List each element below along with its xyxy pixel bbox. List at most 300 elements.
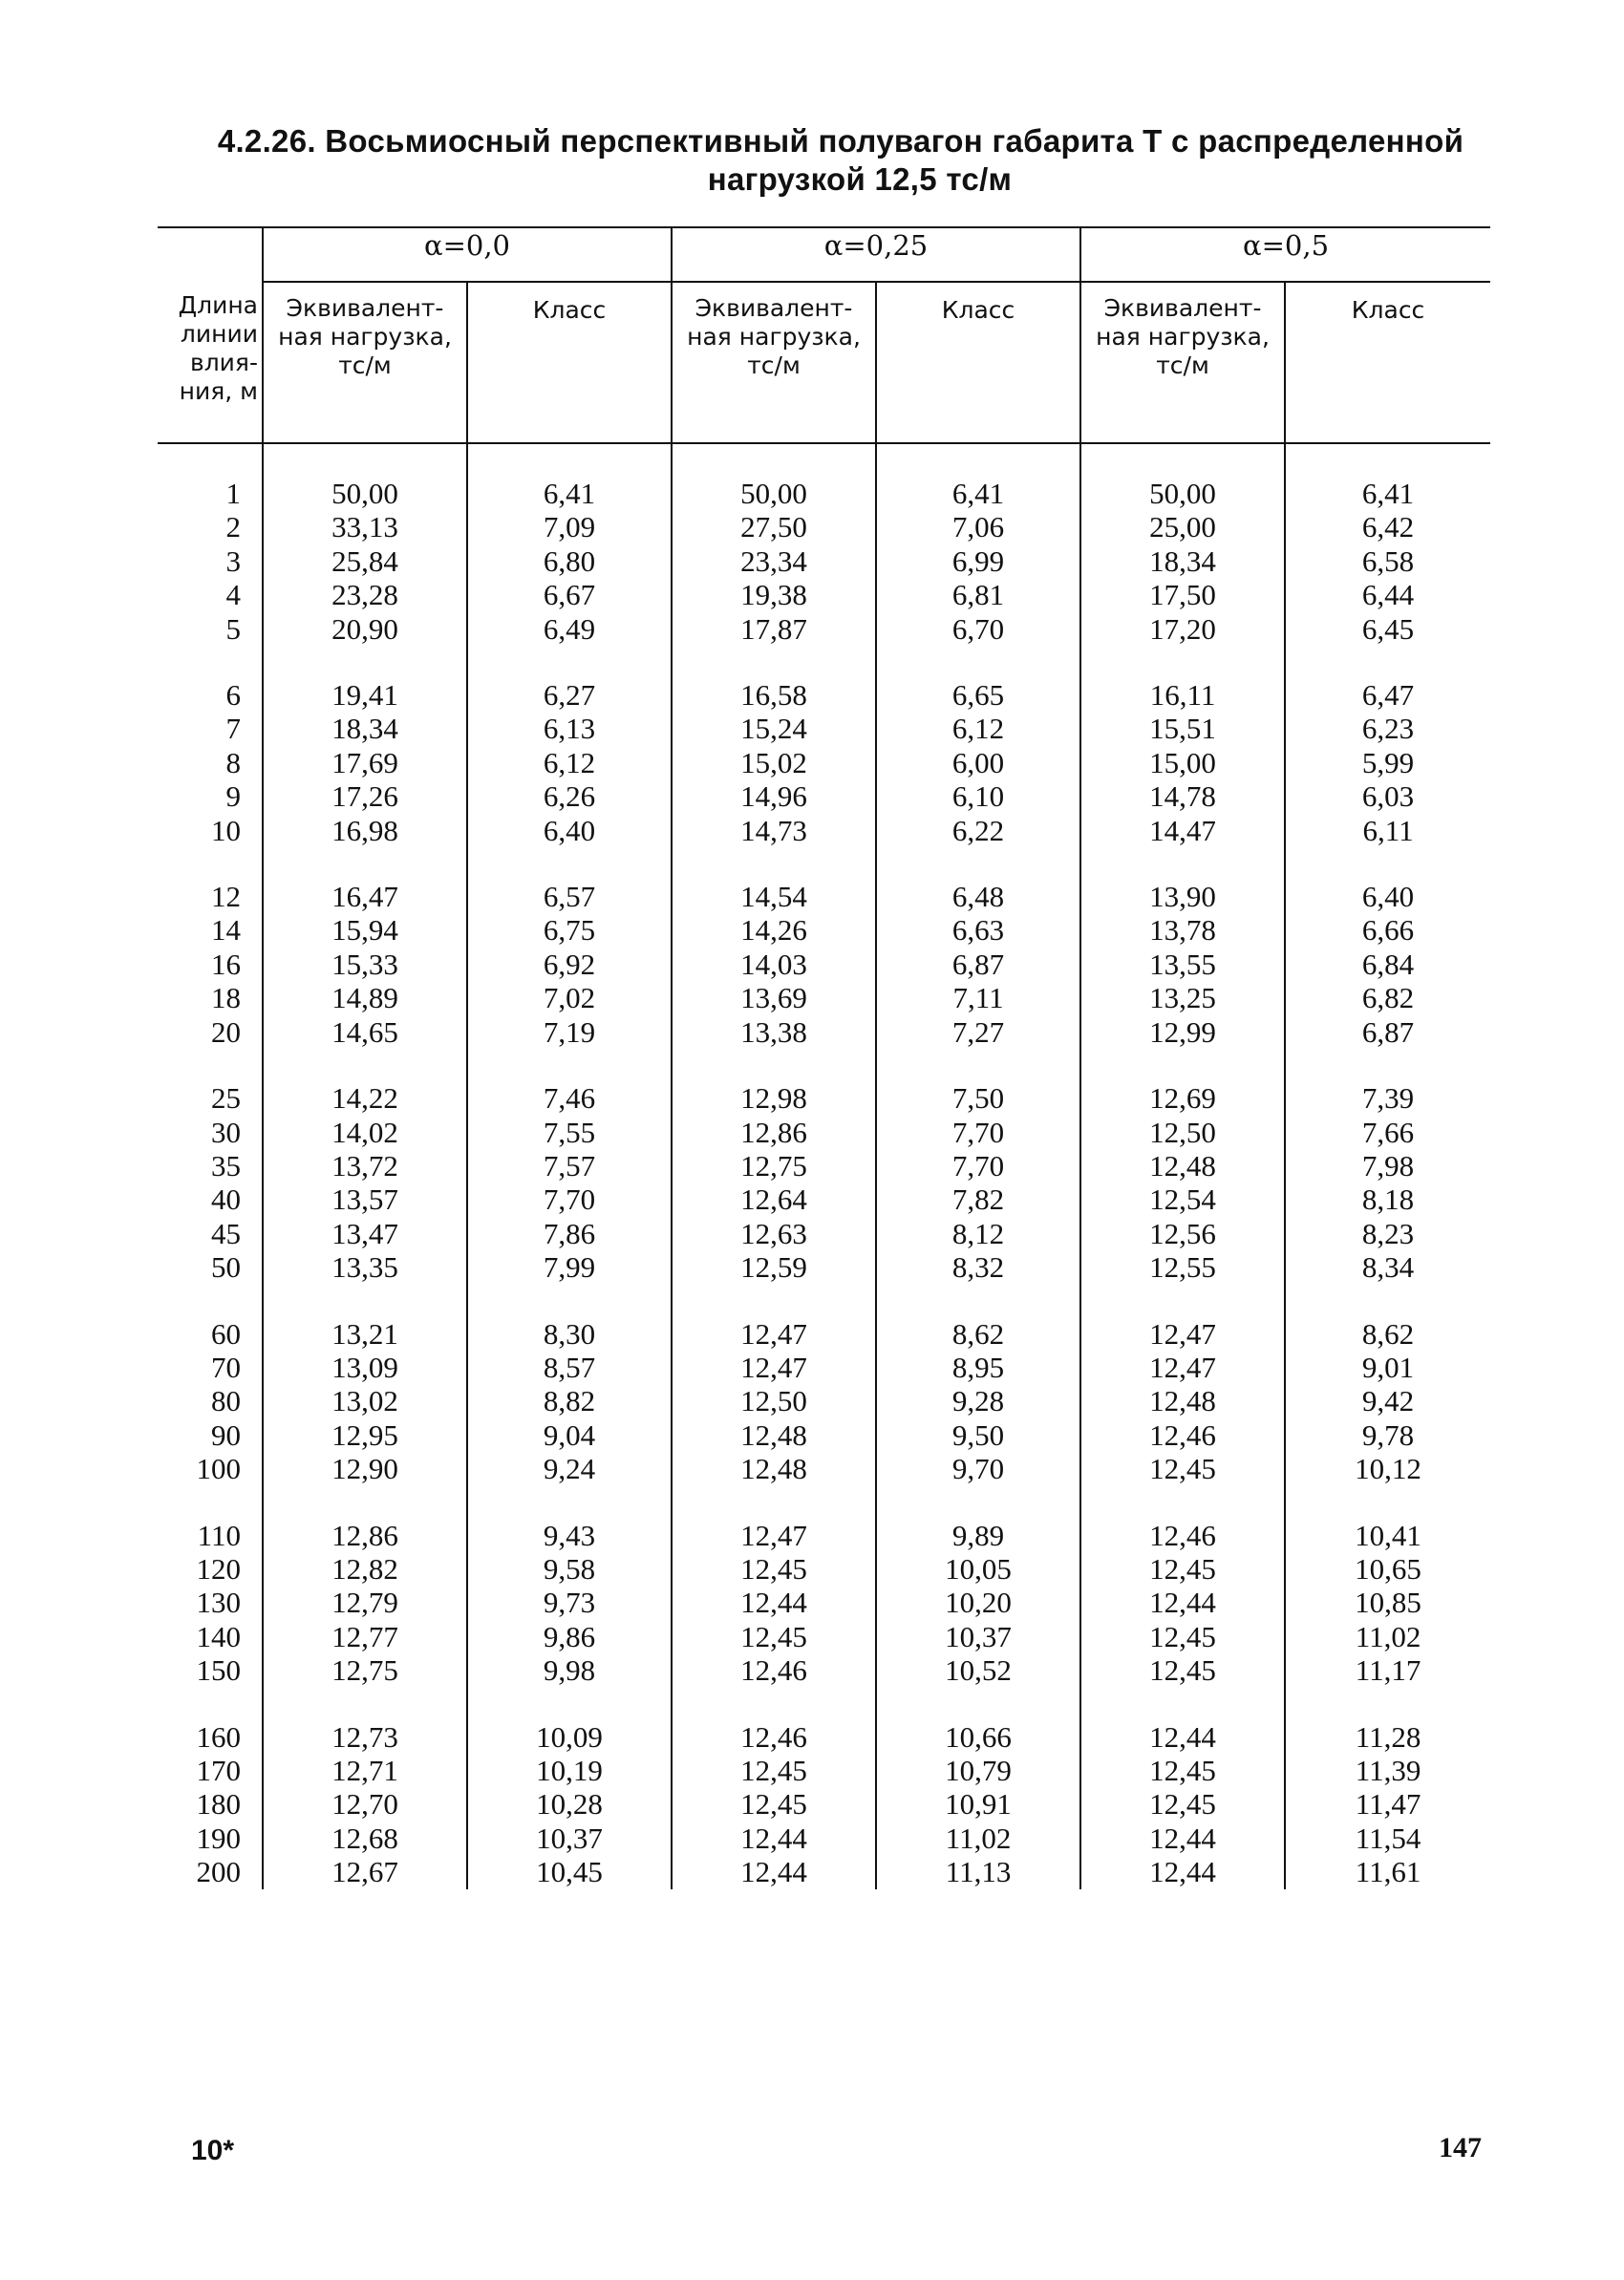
cell-equiv-a025: 12,48 (672, 1418, 876, 1452)
table-row (158, 1015, 1490, 1049)
cell-class-a025: 7,50 (876, 1081, 1080, 1115)
cell-equiv-a05: 13,78 (1080, 913, 1285, 947)
cell-equiv-a025: 50,00 (672, 477, 876, 510)
spacer-cell (263, 1688, 467, 1720)
cell-equiv-a05: 12,45 (1080, 1754, 1285, 1787)
cell-class-a0: 9,24 (467, 1452, 672, 1485)
spacer-cell (158, 847, 263, 880)
cell-length: 110 (197, 1518, 241, 1552)
cell-equiv-a05: 12,48 (1080, 1384, 1285, 1417)
cell-equiv-a0: 14,89 (263, 981, 467, 1014)
cell-class-a025: 7,82 (876, 1183, 1080, 1216)
cell-class-a025: 10,66 (876, 1720, 1080, 1754)
spacer-cell (263, 646, 467, 678)
cell-class-a05: 6,44 (1285, 578, 1490, 611)
spacer-cell (876, 646, 1080, 678)
cell-class-a05: 10,41 (1285, 1519, 1490, 1552)
group-spacer (158, 1049, 1490, 1081)
cell-class-a05: 8,34 (1285, 1250, 1490, 1284)
cell-class-a0: 6,57 (467, 880, 672, 913)
cell-equiv-a0: 12,71 (263, 1754, 467, 1787)
cell-equiv-a05: 12,45 (1080, 1653, 1285, 1687)
table-row (158, 746, 1490, 779)
table-row (158, 880, 1490, 913)
cell-equiv-a025: 12,44 (672, 1586, 876, 1619)
table-row (158, 814, 1490, 847)
cell-equiv-a025: 27,50 (672, 510, 876, 543)
cell-length: 60 (211, 1316, 241, 1351)
cell-length: 50 (211, 1250, 241, 1285)
cell-equiv-a0: 12,82 (263, 1552, 467, 1586)
cell-class-a025: 6,00 (876, 746, 1080, 779)
cell-class-a0: 9,43 (467, 1519, 672, 1552)
cell-length: 90 (211, 1417, 241, 1452)
table-row (158, 1586, 1490, 1619)
cell-class-a0: 7,09 (467, 510, 672, 543)
page-number: 147 (1439, 2132, 1482, 2163)
cell-equiv-a0: 23,28 (263, 578, 467, 611)
cell-class-a025: 8,32 (876, 1250, 1080, 1284)
equiv-header: Эквивалент-ная нагрузка, тс/м (1080, 282, 1285, 443)
cell-equiv-a05: 12,99 (1080, 1015, 1285, 1049)
cell-equiv-a025: 12,44 (672, 1822, 876, 1855)
cell-class-a025: 7,06 (876, 510, 1080, 543)
spacer-cell (1080, 1688, 1285, 1720)
group-spacer (158, 1486, 1490, 1519)
cell-equiv-a0: 13,09 (263, 1351, 467, 1384)
cell-equiv-a05: 12,44 (1080, 1822, 1285, 1855)
spacer-cell (1285, 1688, 1490, 1720)
cell-equiv-a05: 14,47 (1080, 814, 1285, 847)
cell-equiv-a05: 25,00 (1080, 510, 1285, 543)
cell-equiv-a0: 19,41 (263, 678, 467, 712)
cell-equiv-a025: 12,63 (672, 1217, 876, 1250)
cell-equiv-a05: 12,54 (1080, 1183, 1285, 1216)
cell-class-a025: 10,05 (876, 1552, 1080, 1586)
cell-class-a025: 6,87 (876, 948, 1080, 981)
cell-class-a025: 8,62 (876, 1317, 1080, 1351)
length-header-text: Длина линии влия-ния, м (178, 291, 258, 405)
cell-class-a025: 6,99 (876, 544, 1080, 578)
cell-class-a0: 7,19 (467, 1015, 672, 1049)
cell-equiv-a0: 50,00 (263, 477, 467, 510)
cell-equiv-a025: 15,24 (672, 712, 876, 745)
cell-class-a0: 10,45 (467, 1855, 672, 1888)
cell-class-a05: 8,18 (1285, 1183, 1490, 1216)
cell-class-a025: 9,70 (876, 1452, 1080, 1485)
cell-length: 180 (196, 1787, 241, 1822)
cell-class-a0: 6,92 (467, 948, 672, 981)
cell-equiv-a025: 12,46 (672, 1653, 876, 1687)
title-line-1: 4.2.26. Восьмиосный перспективный полувагон габарита T с распределенной (217, 123, 1464, 159)
cell-class-a05: 9,01 (1285, 1351, 1490, 1384)
cell-equiv-a05: 12,50 (1080, 1116, 1285, 1149)
cell-equiv-a0: 12,79 (263, 1586, 467, 1619)
cell-length: 170 (196, 1754, 241, 1787)
cell-equiv-a05: 15,51 (1080, 712, 1285, 745)
spacer-cell (1285, 847, 1490, 880)
cell-equiv-a025: 19,38 (672, 578, 876, 611)
cell-equiv-a0: 12,95 (263, 1418, 467, 1452)
spacer-cell (876, 1486, 1080, 1519)
cell-equiv-a0: 16,98 (263, 814, 467, 847)
cell-equiv-a05: 16,11 (1080, 678, 1285, 712)
cell-length: 35 (211, 1148, 241, 1183)
cell-equiv-a025: 15,02 (672, 746, 876, 779)
cell-class-a0: 10,28 (467, 1787, 672, 1821)
table-row (158, 678, 1490, 712)
cell-class-a025: 7,11 (876, 981, 1080, 1014)
cell-equiv-a05: 50,00 (1080, 477, 1285, 510)
spacer-cell (876, 1049, 1080, 1081)
cell-equiv-a025: 14,73 (672, 814, 876, 847)
spacer-cell (263, 1486, 467, 1519)
cell-equiv-a05: 12,45 (1080, 1452, 1285, 1485)
group-spacer (158, 847, 1490, 880)
cell-length: 3 (225, 543, 241, 578)
spacer-cell (1080, 1285, 1285, 1317)
cell-class-a0: 6,13 (467, 712, 672, 745)
cell-class-a025: 11,13 (876, 1855, 1080, 1888)
cell-class-a025: 8,95 (876, 1351, 1080, 1384)
cell-class-a05: 11,17 (1285, 1653, 1490, 1687)
cell-equiv-a025: 12,86 (672, 1116, 876, 1149)
cell-equiv-a05: 12,56 (1080, 1217, 1285, 1250)
cell-class-a0: 6,75 (467, 913, 672, 947)
cell-class-a025: 9,28 (876, 1384, 1080, 1417)
cell-equiv-a0: 16,47 (263, 880, 467, 913)
spacer-cell (672, 443, 876, 477)
cell-class-a05: 6,45 (1285, 612, 1490, 646)
cell-class-a05: 7,66 (1285, 1116, 1490, 1149)
alpha-header-2: α=0,5 (1080, 227, 1490, 282)
cell-class-a0: 10,19 (467, 1754, 672, 1787)
cell-equiv-a0: 33,13 (263, 510, 467, 543)
table-row (158, 1250, 1490, 1284)
table-row (158, 712, 1490, 745)
cell-class-a025: 6,41 (876, 477, 1080, 510)
cell-equiv-a05: 14,78 (1080, 779, 1285, 813)
cell-equiv-a0: 20,90 (263, 612, 467, 646)
cell-class-a05: 11,28 (1285, 1720, 1490, 1754)
cell-equiv-a025: 12,44 (672, 1855, 876, 1888)
spacer-cell (158, 1285, 263, 1317)
alpha-header-1: α=0,25 (672, 227, 1080, 282)
cell-equiv-a025: 23,34 (672, 544, 876, 578)
cell-equiv-a05: 12,45 (1080, 1552, 1285, 1586)
cell-class-a05: 6,84 (1285, 948, 1490, 981)
cell-equiv-a05: 12,45 (1080, 1787, 1285, 1821)
page-title (0, 122, 1624, 199)
table-row (158, 1653, 1490, 1687)
spacer-cell (876, 1688, 1080, 1720)
cell-equiv-a025: 16,58 (672, 678, 876, 712)
cell-class-a025: 10,52 (876, 1653, 1080, 1687)
cell-class-a0: 7,55 (467, 1116, 672, 1149)
cell-length: 4 (225, 578, 241, 612)
cell-equiv-a05: 17,50 (1080, 578, 1285, 611)
spacer-cell (1285, 646, 1490, 678)
cell-equiv-a05: 15,00 (1080, 746, 1285, 779)
cell-equiv-a05: 12,44 (1080, 1720, 1285, 1754)
cell-class-a025: 10,20 (876, 1586, 1080, 1619)
cell-length: 6 (225, 678, 241, 713)
cell-equiv-a05: 13,25 (1080, 981, 1285, 1014)
cell-length: 9 (225, 779, 241, 814)
table-row (158, 1116, 1490, 1149)
cell-class-a0: 7,99 (467, 1250, 672, 1284)
table-top-spacer (158, 443, 1490, 477)
spacer-cell (158, 443, 263, 477)
cell-length: 5 (225, 611, 241, 646)
cell-equiv-a0: 17,26 (263, 779, 467, 813)
table-row (158, 1384, 1490, 1417)
cell-equiv-a0: 12,70 (263, 1787, 467, 1821)
cell-length: 70 (211, 1350, 241, 1384)
cell-class-a05: 6,40 (1285, 880, 1490, 913)
cell-equiv-a025: 12,45 (672, 1552, 876, 1586)
cell-length: 2 (225, 510, 241, 544)
table-row (158, 779, 1490, 813)
equivalent-load-table (158, 226, 1490, 1889)
cell-class-a025: 6,70 (876, 612, 1080, 646)
group-spacer (158, 1285, 1490, 1317)
cell-class-a025: 6,81 (876, 578, 1080, 611)
cell-class-a0: 9,86 (467, 1620, 672, 1653)
cell-class-a025: 10,79 (876, 1754, 1080, 1787)
cell-equiv-a0: 25,84 (263, 544, 467, 578)
cell-class-a05: 10,12 (1285, 1452, 1490, 1485)
spacer-cell (263, 847, 467, 880)
cell-length: 45 (211, 1216, 241, 1250)
cell-equiv-a0: 13,72 (263, 1149, 467, 1183)
cell-equiv-a0: 12,73 (263, 1720, 467, 1754)
cell-equiv-a025: 12,47 (672, 1317, 876, 1351)
cell-length: 190 (196, 1821, 241, 1855)
cell-equiv-a025: 12,98 (672, 1081, 876, 1115)
cell-class-a05: 6,42 (1285, 510, 1490, 543)
cell-class-a0: 6,80 (467, 544, 672, 578)
cell-equiv-a0: 15,94 (263, 913, 467, 947)
cell-equiv-a0: 12,75 (263, 1653, 467, 1687)
cell-class-a05: 11,47 (1285, 1787, 1490, 1821)
cell-length: 130 (196, 1586, 241, 1620)
cell-length: 40 (211, 1183, 241, 1217)
table-row (158, 1351, 1490, 1384)
table-row (158, 1183, 1490, 1216)
cell-equiv-a025: 12,47 (672, 1351, 876, 1384)
class-header: Класс (1285, 282, 1490, 443)
cell-length: 30 (211, 1115, 241, 1149)
table-row (158, 1418, 1490, 1452)
cell-class-a0: 8,82 (467, 1384, 672, 1417)
cell-equiv-a0: 13,47 (263, 1217, 467, 1250)
cell-length: 16 (211, 947, 241, 981)
spacer-cell (467, 847, 672, 880)
cell-equiv-a05: 17,20 (1080, 612, 1285, 646)
cell-class-a05: 11,54 (1285, 1822, 1490, 1855)
group-spacer (158, 1688, 1490, 1720)
cell-length: 150 (196, 1653, 241, 1688)
cell-class-a0: 6,49 (467, 612, 672, 646)
cell-class-a025: 6,22 (876, 814, 1080, 847)
table-row (158, 1754, 1490, 1787)
footer-signature-mark: 10* (191, 2135, 235, 2166)
table-row (158, 477, 1490, 510)
cell-equiv-a025: 14,54 (672, 880, 876, 913)
table-row (158, 981, 1490, 1014)
cell-equiv-a0: 12,77 (263, 1620, 467, 1653)
cell-equiv-a0: 13,21 (263, 1317, 467, 1351)
table-row (158, 1217, 1490, 1250)
cell-length: 7 (225, 712, 241, 746)
cell-class-a025: 10,91 (876, 1787, 1080, 1821)
spacer-cell (263, 1285, 467, 1317)
cell-class-a0: 8,30 (467, 1317, 672, 1351)
cell-class-a0: 6,41 (467, 477, 672, 510)
cell-class-a025: 9,50 (876, 1418, 1080, 1452)
cell-class-a05: 8,62 (1285, 1317, 1490, 1351)
table-row (158, 1720, 1490, 1754)
cell-equiv-a05: 13,90 (1080, 880, 1285, 913)
cell-equiv-a025: 12,45 (672, 1620, 876, 1653)
cell-equiv-a05: 12,44 (1080, 1586, 1285, 1619)
cell-equiv-a025: 13,38 (672, 1015, 876, 1049)
cell-class-a05: 6,11 (1285, 814, 1490, 847)
table-row (158, 578, 1490, 611)
cell-length: 12 (211, 880, 241, 914)
cell-equiv-a025: 12,75 (672, 1149, 876, 1183)
cell-class-a05: 6,58 (1285, 544, 1490, 578)
spacer-cell (672, 646, 876, 678)
spacer-cell (467, 646, 672, 678)
cell-equiv-a0: 18,34 (263, 712, 467, 745)
spacer-cell (876, 443, 1080, 477)
equiv-header: Эквивалент-ная нагрузка, тс/м (263, 282, 467, 443)
cell-length: 140 (196, 1619, 241, 1653)
cell-equiv-a05: 12,47 (1080, 1317, 1285, 1351)
table-row (158, 1552, 1490, 1586)
spacer-cell (1080, 847, 1285, 880)
cell-class-a05: 5,99 (1285, 746, 1490, 779)
cell-class-a025: 7,70 (876, 1149, 1080, 1183)
cell-length: 100 (196, 1452, 241, 1486)
spacer-cell (467, 1285, 672, 1317)
cell-equiv-a05: 13,55 (1080, 948, 1285, 981)
cell-equiv-a025: 12,45 (672, 1787, 876, 1821)
cell-class-a05: 7,39 (1285, 1081, 1490, 1115)
spacer-cell (1080, 646, 1285, 678)
cell-class-a05: 9,78 (1285, 1418, 1490, 1452)
table-row (158, 510, 1490, 543)
table-row (158, 1452, 1490, 1485)
cell-equiv-a0: 12,68 (263, 1822, 467, 1855)
cell-class-a0: 8,57 (467, 1351, 672, 1384)
spacer-cell (467, 1688, 672, 1720)
cell-class-a025: 10,37 (876, 1620, 1080, 1653)
spacer-cell (1285, 443, 1490, 477)
cell-class-a0: 6,67 (467, 578, 672, 611)
cell-class-a025: 6,63 (876, 913, 1080, 947)
cell-equiv-a0: 13,57 (263, 1183, 467, 1216)
length-header (158, 227, 263, 443)
group-spacer (158, 646, 1490, 678)
table-row (158, 1317, 1490, 1351)
title-line-2: нагрузкой 12,5 тс/м (707, 161, 1013, 197)
cell-length: 14 (211, 913, 241, 948)
cell-length: 20 (211, 1014, 241, 1049)
cell-equiv-a025: 12,64 (672, 1183, 876, 1216)
cell-class-a0: 7,70 (467, 1183, 672, 1216)
cell-class-a0: 10,37 (467, 1822, 672, 1855)
table-row (158, 1787, 1490, 1821)
cell-class-a025: 7,27 (876, 1015, 1080, 1049)
cell-class-a05: 7,98 (1285, 1149, 1490, 1183)
spacer-cell (263, 1049, 467, 1081)
cell-equiv-a025: 12,59 (672, 1250, 876, 1284)
spacer-cell (876, 847, 1080, 880)
cell-equiv-a0: 15,33 (263, 948, 467, 981)
cell-length: 18 (211, 981, 241, 1015)
cell-class-a0: 6,12 (467, 746, 672, 779)
cell-class-a025: 6,10 (876, 779, 1080, 813)
cell-class-a05: 9,42 (1285, 1384, 1490, 1417)
cell-class-a05: 6,03 (1285, 779, 1490, 813)
table-row (158, 913, 1490, 947)
table-row (158, 1822, 1490, 1855)
spacer-cell (158, 646, 263, 678)
spacer-cell (672, 1049, 876, 1081)
spacer-cell (467, 1049, 672, 1081)
cell-class-a0: 9,58 (467, 1552, 672, 1586)
cell-equiv-a0: 13,02 (263, 1384, 467, 1417)
spacer-cell (1080, 1049, 1285, 1081)
table-row (158, 544, 1490, 578)
cell-equiv-a025: 12,48 (672, 1452, 876, 1485)
cell-equiv-a0: 14,65 (263, 1015, 467, 1049)
cell-equiv-a025: 12,45 (672, 1754, 876, 1787)
cell-class-a0: 6,26 (467, 779, 672, 813)
cell-class-a05: 11,61 (1285, 1855, 1490, 1888)
cell-class-a05: 6,66 (1285, 913, 1490, 947)
spacer-cell (158, 1688, 263, 1720)
cell-class-a025: 11,02 (876, 1822, 1080, 1855)
cell-equiv-a025: 12,46 (672, 1720, 876, 1754)
spacer-cell (672, 1486, 876, 1519)
cell-equiv-a05: 12,55 (1080, 1250, 1285, 1284)
cell-class-a05: 11,02 (1285, 1620, 1490, 1653)
cell-class-a05: 8,23 (1285, 1217, 1490, 1250)
equiv-header: Эквивалент-ная нагрузка, тс/м (672, 282, 876, 443)
cell-equiv-a05: 12,69 (1080, 1081, 1285, 1115)
cell-equiv-a05: 12,45 (1080, 1620, 1285, 1653)
cell-class-a05: 6,47 (1285, 678, 1490, 712)
table-row (158, 1855, 1490, 1888)
cell-class-a0: 7,57 (467, 1149, 672, 1183)
spacer-cell (1285, 1049, 1490, 1081)
table-row (158, 948, 1490, 981)
cell-class-a025: 8,12 (876, 1217, 1080, 1250)
cell-class-a05: 10,65 (1285, 1552, 1490, 1586)
cell-equiv-a05: 12,47 (1080, 1351, 1285, 1384)
cell-class-a05: 6,41 (1285, 477, 1490, 510)
cell-class-a05: 6,23 (1285, 712, 1490, 745)
cell-equiv-a025: 12,50 (672, 1384, 876, 1417)
class-header: Класс (876, 282, 1080, 443)
cell-class-a0: 7,86 (467, 1217, 672, 1250)
cell-class-a0: 9,73 (467, 1586, 672, 1619)
cell-equiv-a025: 14,26 (672, 913, 876, 947)
